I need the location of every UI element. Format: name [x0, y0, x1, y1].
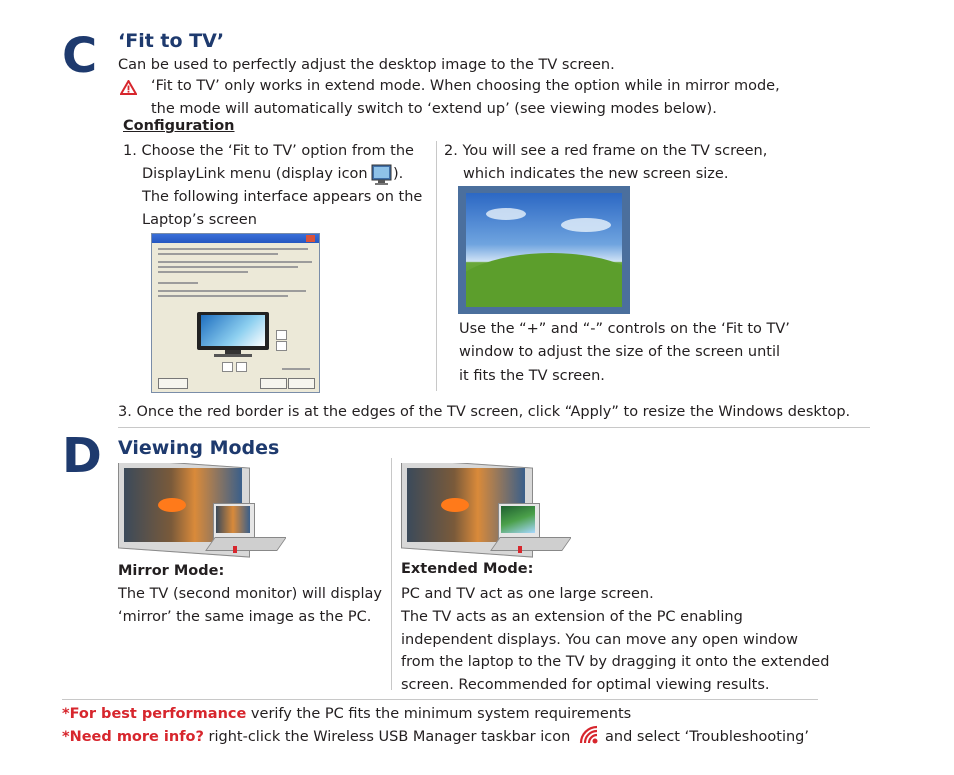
more-info-text-b: and select ‘Troubleshooting’ — [605, 729, 809, 745]
performance-label: *For best performance — [62, 706, 247, 722]
extended-line-1: PC and TV act as one large screen. — [401, 586, 654, 602]
extended-line-4: from the laptop to the TV by dragging it onto the extended — [401, 654, 830, 670]
mirror-mode-heading: Mirror Mode: — [118, 563, 225, 579]
mirror-line-1: The TV (second monitor) will display — [118, 586, 382, 602]
controls-line-1: Use the “+” and “-” controls on the ‘Fit to TV’ — [459, 321, 790, 337]
step1-line-2a: DisplayLink menu (display icon — [142, 166, 368, 182]
extended-mode-heading: Extended Mode: — [401, 561, 534, 577]
step2-line-2: which indicates the new screen size. — [463, 166, 729, 182]
warning-line-1: ‘Fit to TV’ only works in extend mode. When choosing the option while in mirror mode, — [151, 78, 780, 94]
section-c-intro: Can be used to perfectly adjust the desktop image to the TV screen. — [118, 57, 615, 73]
section-c-title: ‘Fit to TV’ — [118, 30, 225, 52]
warning-icon — [120, 80, 137, 95]
footer-more-info — [62, 726, 570, 749]
mirror-mode-image — [118, 463, 286, 561]
extended-line-2: The TV acts as an extension of the PC enabling — [401, 609, 743, 625]
controls-line-2: window to adjust the size of the screen until — [459, 344, 780, 360]
section-divider — [118, 427, 870, 428]
section-d-letter: D — [62, 428, 102, 484]
step2-line-1: 2. You will see a red frame on the TV screen, — [444, 143, 768, 159]
extended-line-5: screen. Recommended for optimal viewing results. — [401, 677, 770, 693]
footer-performance — [62, 703, 631, 726]
warning-line-2: the mode will automatically switch to ‘extend up’ (see viewing modes below). — [151, 101, 717, 117]
section-c-letter: C — [62, 28, 98, 84]
wireless-usb-icon — [578, 724, 600, 746]
extended-line-3: independent displays. You can move any open window — [401, 632, 798, 648]
step1-line-4: Laptop’s screen — [142, 212, 257, 228]
more-info-label: *Need more info? — [62, 729, 204, 745]
step1-line-1: 1. Choose the ‘Fit to TV’ option from the — [123, 143, 414, 159]
section-d-title: Viewing Modes — [118, 437, 280, 459]
configuration-heading: Configuration — [123, 118, 235, 134]
step1-line-2b: ). — [393, 166, 404, 182]
more-info-text-a: right-click the Wireless USB Manager taskbar icon — [203, 729, 571, 745]
performance-text: verify the PC fits the minimum system requirements — [246, 706, 632, 722]
display-icon — [371, 164, 393, 186]
step1-line-3: The following interface appears on the — [142, 189, 423, 205]
footer-divider — [62, 699, 818, 700]
extended-mode-image — [401, 463, 571, 561]
tv-screen-red-frame-image — [458, 186, 630, 314]
step3-text: 3. Once the red border is at the edges of the TV screen, click “Apply” to resize the Windows desktop. — [118, 404, 851, 420]
controls-line-3: it fits the TV screen. — [459, 368, 605, 384]
mirror-line-2: ‘mirror’ the same image as the PC. — [118, 609, 372, 625]
fit-to-tv-dialog-image — [151, 233, 320, 393]
column-divider-c — [436, 141, 437, 391]
column-divider-d — [391, 458, 392, 690]
